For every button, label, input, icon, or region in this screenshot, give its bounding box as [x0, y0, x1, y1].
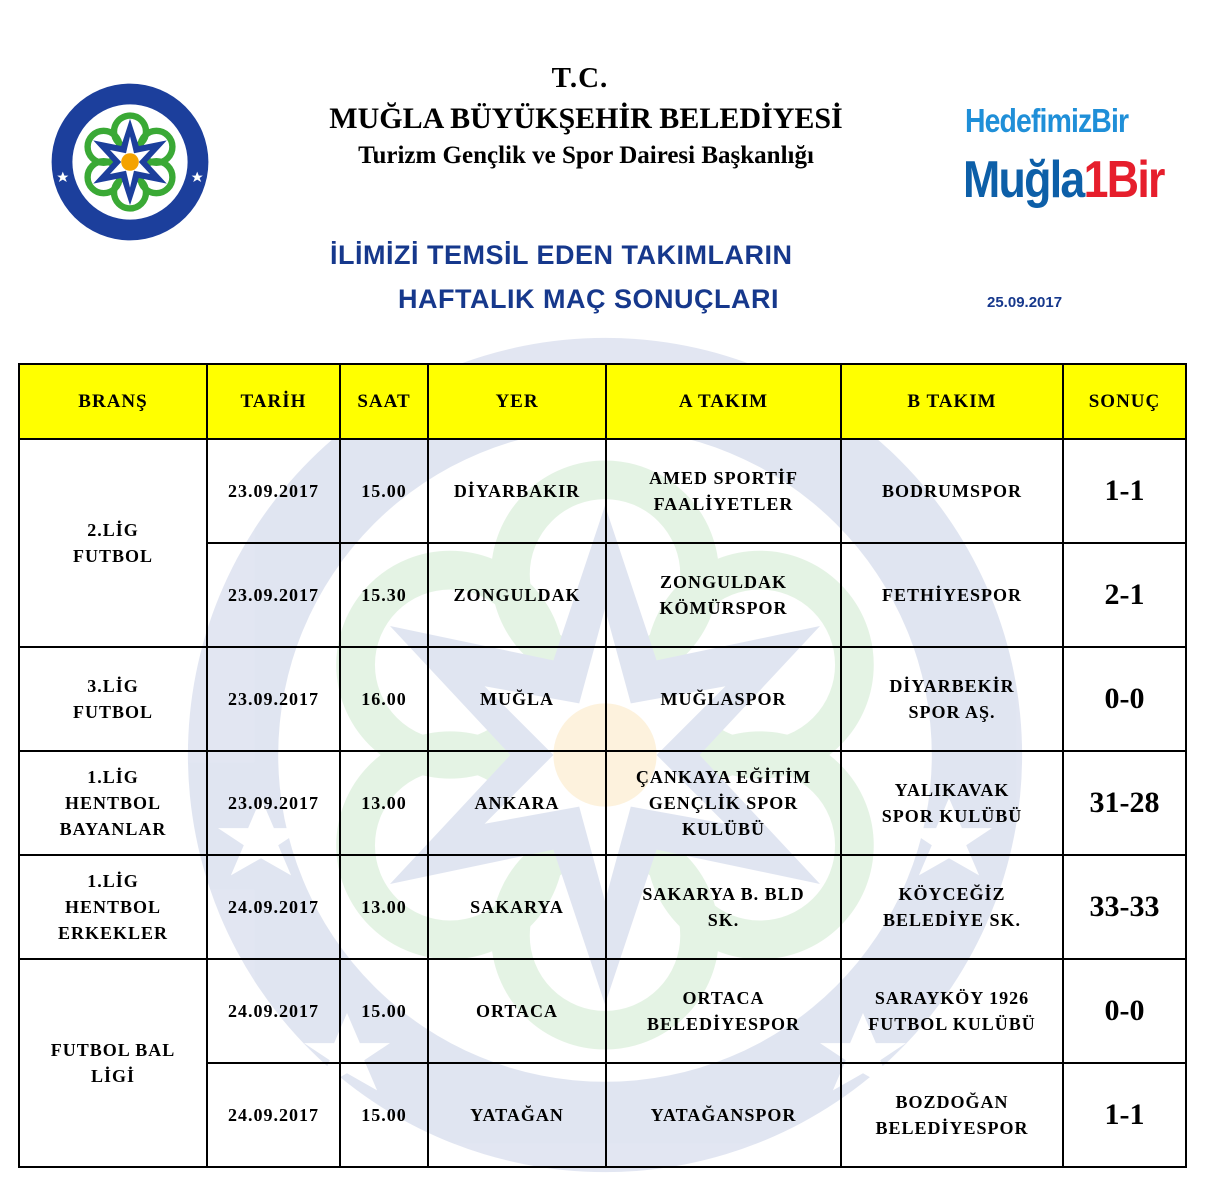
slogan-number-one: 1 [1083, 151, 1107, 209]
table-row [19, 751, 1186, 855]
branch-cell: FUTBOL BAL LİGİ [19, 959, 207, 1167]
table-row [19, 855, 1186, 959]
team-b-cell: DİYARBEKİR SPOR AŞ. [841, 647, 1063, 751]
time-cell: 15.00 [340, 439, 428, 543]
team-b-cell: KÖYCEĞİZ BELEDİYE SK. [841, 855, 1063, 959]
municipality-name: MUĞLA BÜYÜKŞEHİR BELEDİYESİ [329, 102, 843, 135]
column-header: SONUÇ [1063, 364, 1186, 439]
page-header [0, 0, 1210, 360]
column-header: B TAKIM [841, 364, 1063, 439]
score-cell: 31-28 [1063, 751, 1186, 855]
table-row [19, 647, 1186, 751]
column-header: TARİH [207, 364, 340, 439]
branch-cell: 2.LİG FUTBOL [19, 439, 207, 647]
header-line-1: T.C. [551, 62, 609, 94]
team-a-cell: ZONGULDAK KÖMÜRSPOR [606, 543, 841, 647]
slogan-word-mugla: Muğla [963, 151, 1084, 209]
team-a-cell: AMED SPORTİF FAALİYETLER [606, 439, 841, 543]
match-results-table [18, 363, 1187, 1168]
time-cell: 13.00 [340, 751, 428, 855]
branch-cell: 3.LİG FUTBOL [19, 647, 207, 751]
slogan-top: HedefimizBir [965, 102, 1129, 139]
table-body [19, 439, 1186, 1167]
score-cell: 1-1 [1063, 439, 1186, 543]
report-date: 25.09.2017 [987, 294, 1063, 311]
table-row [19, 959, 1186, 1063]
date-cell: 23.09.2017 [207, 647, 340, 751]
table-row [19, 439, 1186, 543]
score-cell: 0-0 [1063, 647, 1186, 751]
team-b-cell: SARAYKÖY 1926 FUTBOL KULÜBÜ [841, 959, 1063, 1063]
team-a-cell: SAKARYA B. BLD SK. [606, 855, 841, 959]
date-cell: 24.09.2017 [207, 1063, 340, 1167]
score-cell: 2-1 [1063, 543, 1186, 647]
score-cell: 33-33 [1063, 855, 1186, 959]
team-b-cell: YALIKAVAK SPOR KULÜBÜ [841, 751, 1063, 855]
team-b-cell: BODRUMSPOR [841, 439, 1063, 543]
time-cell: 16.00 [340, 647, 428, 751]
time-cell: 15.00 [340, 959, 428, 1063]
slogan-word-bir: Bir [1106, 151, 1164, 209]
venue-cell: MUĞLA [428, 647, 606, 751]
branch-cell: 1.LİG HENTBOL BAYANLAR [19, 751, 207, 855]
venue-cell: ANKARA [428, 751, 606, 855]
team-b-cell: FETHİYESPOR [841, 543, 1063, 647]
date-cell: 23.09.2017 [207, 751, 340, 855]
table-header-row [19, 364, 1186, 439]
document-title-line-1: İLİMİZİ TEMSİL EDEN TAKIMLARIN [330, 240, 793, 270]
time-cell: 15.30 [340, 543, 428, 647]
column-header: A TAKIM [606, 364, 841, 439]
date-cell: 23.09.2017 [207, 439, 340, 543]
team-b-cell: BOZDOĞAN BELEDİYESPOR [841, 1063, 1063, 1167]
time-cell: 15.00 [340, 1063, 428, 1167]
column-header: SAAT [340, 364, 428, 439]
team-a-cell: YATAĞANSPOR [606, 1063, 841, 1167]
score-cell: 0-0 [1063, 959, 1186, 1063]
venue-cell: ORTACA [428, 959, 606, 1063]
venue-cell: SAKARYA [428, 855, 606, 959]
column-header: BRANŞ [19, 364, 207, 439]
column-header: YER [428, 364, 606, 439]
date-cell: 24.09.2017 [207, 959, 340, 1063]
venue-cell: YATAĞAN [428, 1063, 606, 1167]
document-title-line-2: HAFTALIK MAÇ SONUÇLARI [398, 284, 779, 314]
slogan-bottom [963, 150, 1164, 210]
date-cell: 23.09.2017 [207, 543, 340, 647]
venue-cell: ZONGULDAK [428, 543, 606, 647]
department-name: Turizm Gençlik ve Spor Dairesi Başkanlığı [358, 142, 814, 169]
team-a-cell: ÇANKAYA EĞİTİM GENÇLİK SPOR KULÜBÜ [606, 751, 841, 855]
score-cell: 1-1 [1063, 1063, 1186, 1167]
time-cell: 13.00 [340, 855, 428, 959]
team-a-cell: ORTACA BELEDİYESPOR [606, 959, 841, 1063]
team-a-cell: MUĞLASPOR [606, 647, 841, 751]
date-cell: 24.09.2017 [207, 855, 340, 959]
branch-cell: 1.LİG HENTBOL ERKEKLER [19, 855, 207, 959]
venue-cell: DİYARBAKIR [428, 439, 606, 543]
